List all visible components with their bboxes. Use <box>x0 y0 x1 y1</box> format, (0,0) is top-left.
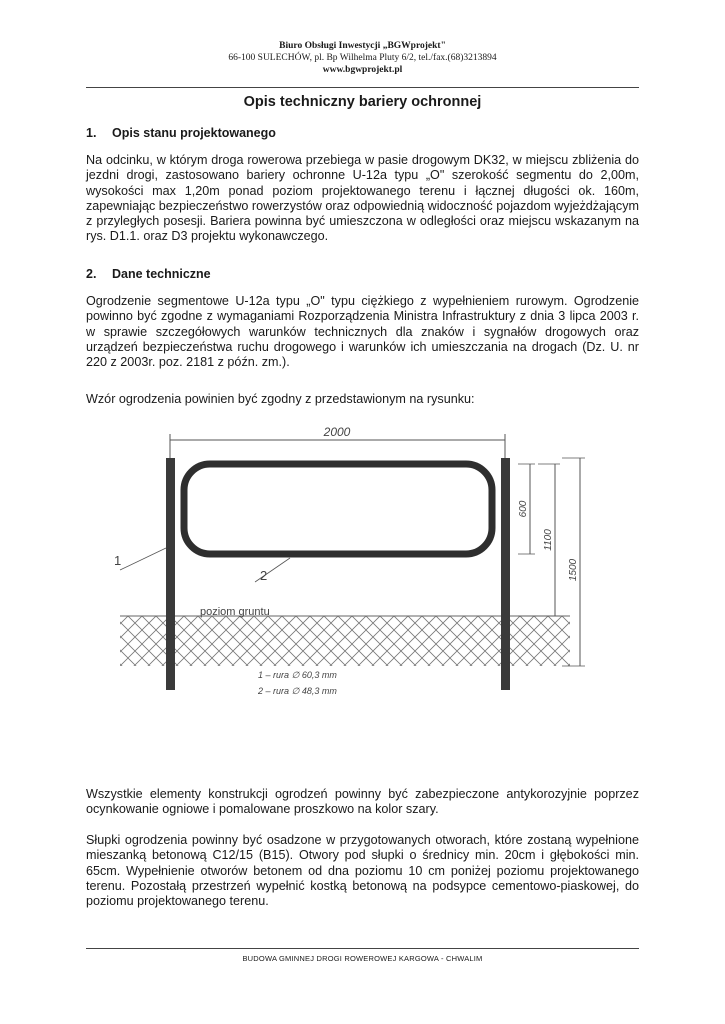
legend-pipe-1: 1 – rura ∅ 60,3 mm <box>258 670 337 680</box>
footer-rule <box>86 948 639 949</box>
section-2-number: 2. <box>86 267 97 281</box>
section-2-heading <box>86 267 211 281</box>
section-1-heading <box>86 126 276 140</box>
coating-paragraph: Wszystkie elementy konstrukcji ogrodzeń powinny być zabezpieczone antykorozyjnie poprzez ocynkowanie ogniowe i pomalowane proszkowo na kolor szary. <box>86 787 639 817</box>
drawing-intro: Wzór ogrodzenia powinien być zgodny z przedstawionym na rysunku: <box>86 392 475 406</box>
letterhead <box>0 40 725 76</box>
ground-level-label: poziom gruntu <box>200 606 270 618</box>
post-right <box>501 458 510 690</box>
dim-width-label: 2000 <box>323 425 351 439</box>
label-2: 2 <box>260 568 268 583</box>
section-1-paragraph: Na odcinku, w którym droga rowerowa przebiega w pasie drogowym DK32, w miejscu zbliżenia do jezdni drogi, zastosowano bariery ochronne U-12a typu „O" szerokość segmentu do 2,00m, wysokości max 1,20m ponad poziom projektowanego terenu i łącznej długości ok. 160m, zapewniając bezpieczeństwo rowerzystów oraz odpowiednią widoczność pojazdom wyjeżdżającym z przyległych posesji. Bariera powinna być umieszczona w odległości oraz miejscu wskazanym na rys. D1.1. oraz D3 projektu wykonawczego. <box>86 153 639 244</box>
leader-1 <box>120 548 166 570</box>
section-1-title: Opis stanu projektowanego <box>112 126 276 140</box>
page-footer: BUDOWA GMINNEJ DROGI ROWEROWEJ KARGOWA - CHWALIM <box>242 954 483 963</box>
label-1: 1 <box>114 553 122 568</box>
company-name: Biuro Obsługi Inwestycji „BGWprojekt" <box>279 41 446 51</box>
posts-paragraph: Słupki ogrodzenia powinny być osadzone w przygotowanych otworach, które zostaną wypełnione mieszanką betonową C12/15 (B15). Otwory pod słupki o średnicy min. 20cm i głębokości min. 65cm. Wypełnienie otworów betonem od dna poziomu 10 cm poniżej poziomu projektowanego terenu. Pozostałą przestrzeń wypełnić kostką betonową na podsypce cementowo-piaskowej, do poziomu projektowanego terenu. <box>86 833 639 909</box>
company-website: www.bgwprojekt.pl <box>322 65 403 75</box>
dim-1500-label: 1500 <box>568 558 579 582</box>
section-2-paragraph: Ogrodzenie segmentowe U-12a typu „O" typu ciężkiego z wypełnieniem rurowym. Ogrodzenie powinno być zgodne z wymaganiami Rozporządzenia Ministra Infrastruktury z dnia 3 lipca 2003 r. w sprawie szczegółowych warunków technicznych dla znaków i sygnałów drogowych oraz urządzeń bezpieczeństwa ruchu drogowego i warunków ich umieszczania na drogach (Dz. U. nr 220 z 2003r. poz. 2181 z późn. zm.). <box>86 294 639 370</box>
section-1-number: 1. <box>86 126 97 140</box>
legend-pipe-2: 2 – rura ∅ 48,3 mm <box>258 686 337 696</box>
document-title: Opis techniczny bariery ochronnej <box>243 94 482 110</box>
company-address: 66-100 SULECHÓW, pl. Bp Wilhelma Pluty 6/2, tel./fax.(68)3213894 <box>228 53 497 63</box>
section-2-title: Dane techniczne <box>112 267 211 281</box>
barrier-drawing <box>100 420 620 710</box>
o-pipe-infill <box>184 464 492 554</box>
dim-600-label: 600 <box>518 500 529 518</box>
post-left <box>166 458 175 690</box>
dim-1100-label: 1100 <box>543 529 554 551</box>
header-rule <box>86 87 639 88</box>
